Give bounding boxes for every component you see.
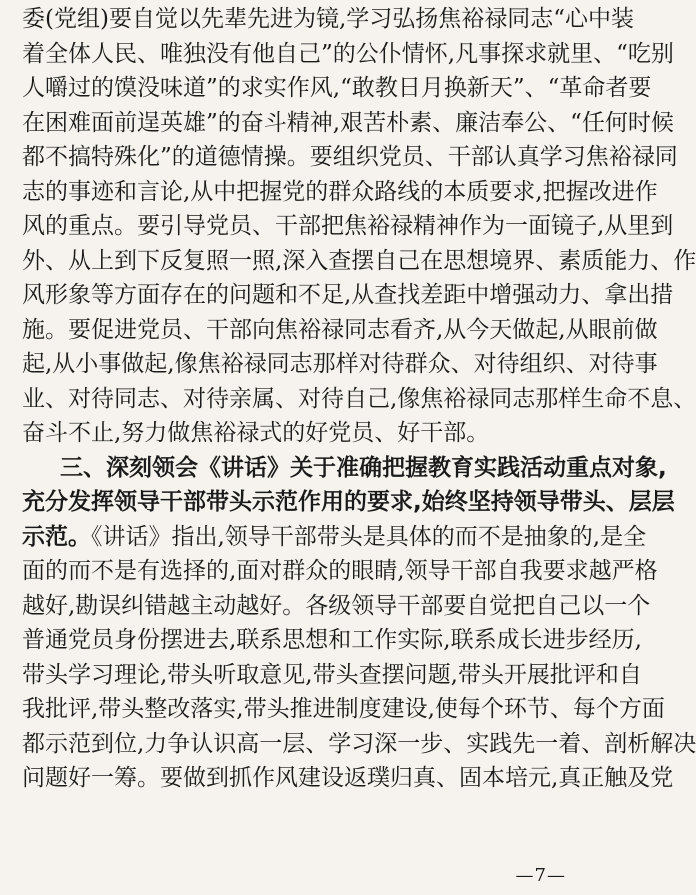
section-body-start: 《讲话》指出,领导干部带头是具体的而不是抽象的,是全 [91,523,647,550]
paragraph-jiao-yulu [22,2,696,451]
section-heading-end: 示范。 [22,523,91,550]
section-heading-line: 充分发挥领导干部带头示范作用的要求,始终坚持领导带头、层层 [22,489,675,515]
text-line [22,520,647,555]
section-three [22,451,696,796]
text-line: 风形象等方面存在的问题和不足,从查找差距中增强动力、拿出措 [22,282,674,308]
text-line: 志的事迹和言论,从中把握党的群众路线的本质要求,把握改进作 [22,178,658,205]
text-line: 普通党员身份摆进去,联系思想和工作实际,联系成长进步经历, [22,627,642,653]
text-line: 我批评,带头整改落实,带头推进制度建设,使每个环节、每个方面 [22,696,665,722]
text-line: 施。要促进党员、干部向焦裕禄同志看齐,从今天做起,从眼前做 [22,316,658,343]
page-number: —7— [515,865,566,886]
text-line: 起,从小事做起,像焦裕禄同志那样对待群众、对待组织、对待事 [22,351,658,377]
text-line: 风的重点。要引导党员、干部把焦裕禄精神作为一面镜子,从里到 [22,213,674,239]
text-line: 都不搞特殊化”的道德情操。要组织党员、干部认真学习焦裕禄同 [22,144,678,170]
text-line: 外、从上到下反复照一照,深入查摆自己在思想境界、素质能力、作 [22,247,696,274]
text-line: 越好,勘误纠错越主动越好。各级领导干部要自觉把自己以一个 [22,592,651,619]
text-line: 面的而不是有选择的,面对群众的眼睛,领导干部自我要求越严格 [22,558,658,584]
text-line: 问题好一筹。要做到抓作风建设返璞归真、固本培元,真正触及党 [22,765,674,791]
text-line: 委(党组)要自觉以先辈先进为镜,学习弘扬焦裕禄同志“心中装 [22,6,635,32]
section-heading-line: 三、深刻领会《讲话》关于准确把握教育实践活动重点对象, [60,454,667,481]
text-line: 奋斗不止,努力做焦裕禄式的好党员、好干部。 [22,420,490,446]
text-line: 都示范到位,力争认识高一层、学习深一步、实践先一着、剖析解决 [22,730,696,757]
text-line: 带头学习理论,带头听取意见,带头查摆问题,带头开展批评和自 [22,661,642,688]
text-line: 在困难面前逞英雄”的奋斗精神,艰苦朴素、廉洁奉公、“任何时候 [22,109,674,136]
text-line: 着全体人民、唯独没有他自己”的公仆情怀,凡事探求就里、“吃别 [22,40,674,67]
text-line: 人嚼过的馍没味道”的求实作风,“敢教日月换新天”、“革命者要 [22,75,652,101]
text-line: 业、对待同志、对待亲属、对待自己,像焦裕禄同志那样生命不息、 [22,385,696,412]
